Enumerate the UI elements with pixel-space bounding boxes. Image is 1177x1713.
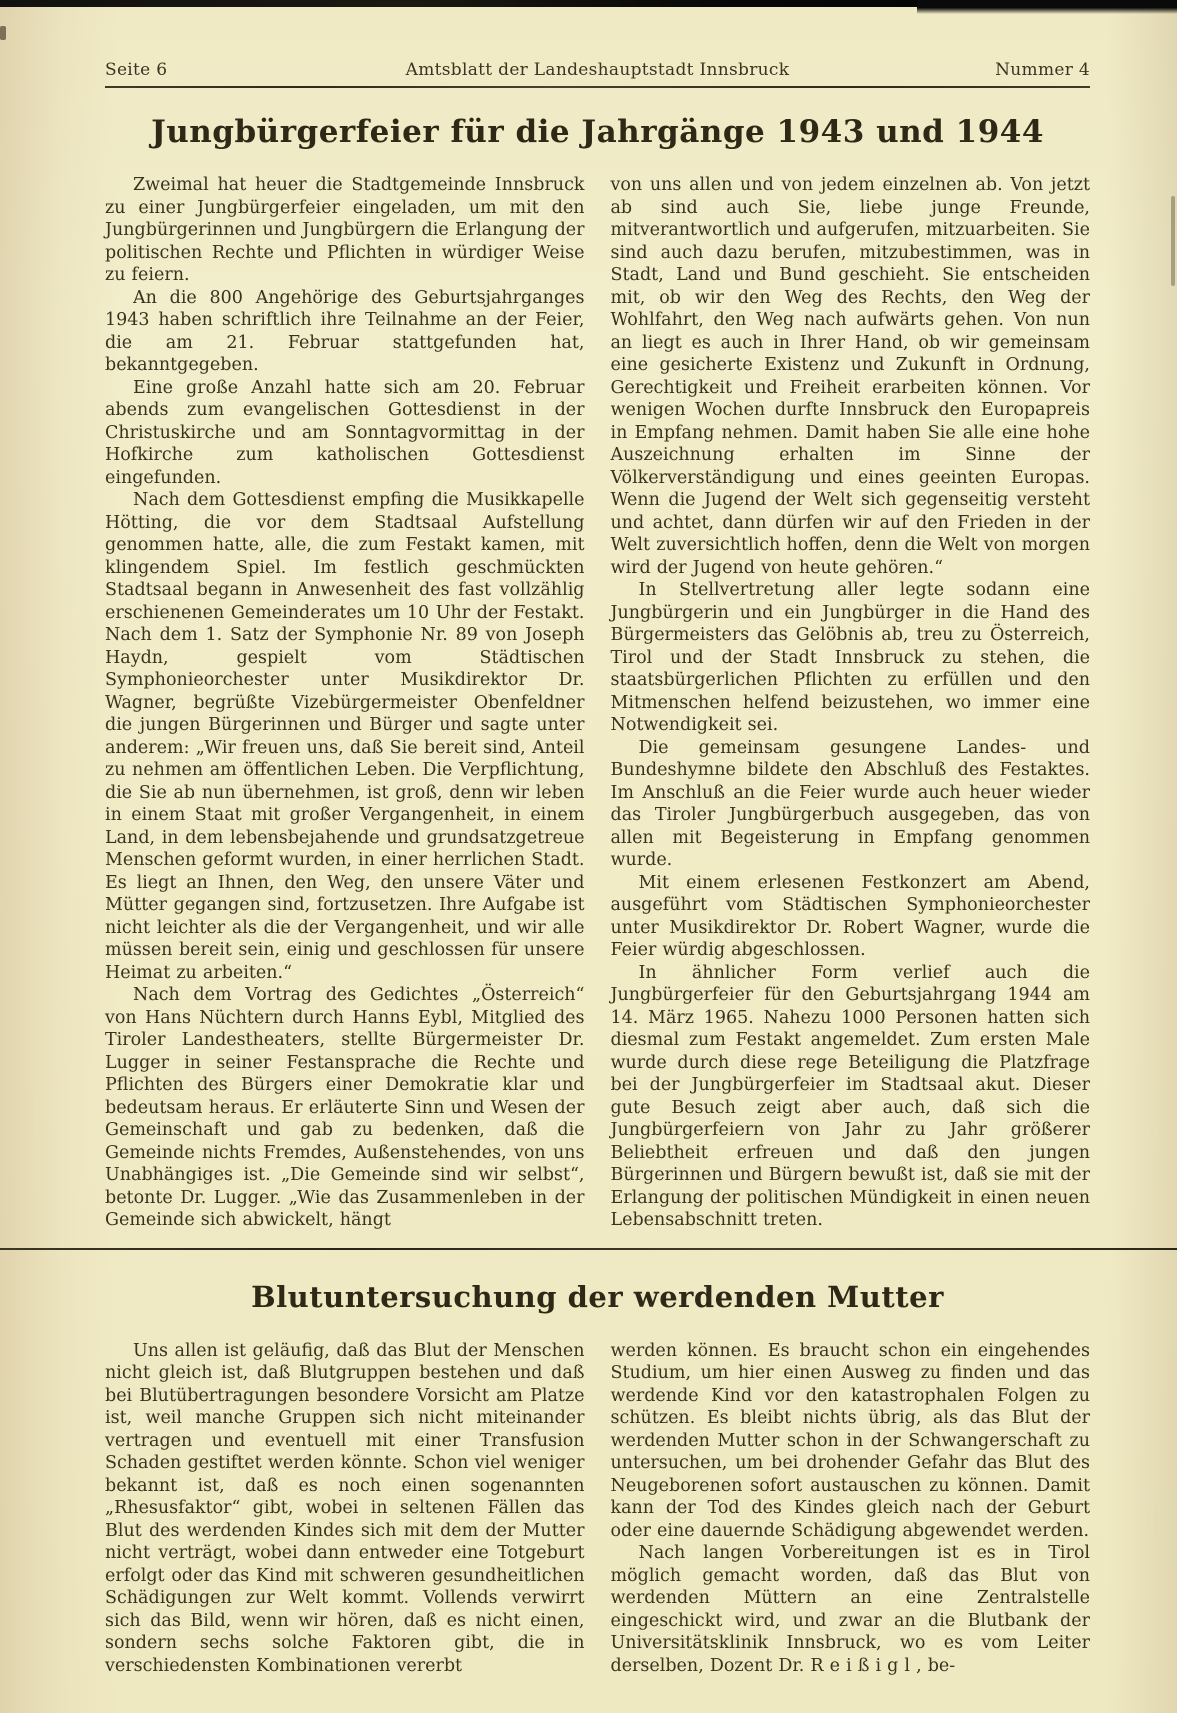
paragraph: Uns allen ist geläufig, daß das Blut der Menschen nicht gleich ist, daß Blutgruppen bestehen und daß bei Blutübertragungen besondere Vorsicht am Platze ist, weil manche Gruppen sich nicht miteinander vertragen und eventuell mit einer Transfusion Schaden gestiftet werden könnte. Schon viel weniger bekannt ist, daß es noch einen sogenannten „Rhesusfaktor“ gibt, wobei in seltenen Fällen das Blut des werdenden Kindes sich mit dem der Mutter nicht verträgt, wobei dann entweder eine Totgeburt erfolgt oder das Kind mit schweren gesundheitlichen Schädigungen zur Welt kommt. Vollends verwirrt sich das Bild, wenn wir hören, daß es nicht einen, sondern sechs solche Faktoren gibt, die in verschiedensten Kombinationen vererbt xyxy=(105,1340,585,1676)
article-blutuntersuchung xyxy=(105,1280,1090,1678)
paragraph: Eine große Anzahl hatte sich am 20. Februar abends zum evangelischen Gottesdienst in der Christuskirche und am Sonntagvormittag in der Hofkirche zum katholischen Gottesdienst eingefunden. xyxy=(105,377,585,488)
column-left xyxy=(105,174,585,1232)
scan-edge-top-right xyxy=(917,0,1177,14)
article-title: Jungbürgerfeier für die Jahrgänge 1943 und 1944 xyxy=(151,114,1044,150)
paragraph: von uns allen und von jedem einzelnen ab. Von jetzt ab sind auch Sie, liebe junge Freunde, mitverantwortlich und aufgerufen, mitzuarbeiten. Sie sind auch dazu berufen, mitzubestimmen, was in Stadt, Land und Bund geschieht. Sie entscheiden mit, ob wir den Weg des Rechts, den Weg der Wohlfahrt, den Weg nach aufwärts gehen. Von nun an liegt es auch in Ihrer Hand, ob wir gemeinsam eine gesicherte Existenz und Zukunft in Ordnung, Gerechtigkeit und Freiheit erarbeiten können. Vor wenigen Wochen durfte Innsbruck den Europapreis in Empfang nehmen. Damit haben Sie alle eine hohe Auszeichnung erhalten im Sinne der Völkerverständigung und eines geeinten Europas. Wenn die Jugend der Welt sich gegenseitig versteht und achtet, dann dürfen wir auf den Frieden in der Welt zuversichtlich hoffen, denn die Welt von morgen wird der Jugend von heute gehören.“ xyxy=(610,175,1090,578)
paragraph: Mit einem erlesenen Festkonzert am Abend, ausgeführt vom Städtischen Symphonieorchester unter Musikdirektor Dr. Robert Wagner, wurde die Feier würdig abgeschlossen. xyxy=(610,872,1090,960)
article-title: Blutuntersuchung der werdenden Mutter xyxy=(251,1279,944,1314)
paragraph: werden können. Es braucht schon ein eingehendes Studium, um hier einen Ausweg zu finden und das werdende Kind vor den katastrophalen Folgen zu schützen. Es bleibt nichts übrig, als das Blut der werdenden Mutter schon in der Schwangerschaft zu untersuchen, um bei drohender Gefahr das Blut des Neugeborenen sofort austauschen zu können. Damit kann der Tod des Kindes gleich nach der Geburt oder eine dauernde Schädigung abgewendet werden. xyxy=(610,1340,1090,1541)
masthead-title: Amtsblatt der Landeshauptstadt Innsbruck xyxy=(405,60,790,80)
header-rule xyxy=(105,86,1090,88)
article-divider-rule xyxy=(0,1248,1177,1250)
paragraph: An die 800 Angehörige des Geburtsjahrganges 1943 haben schriftlich ihre Teilnahme an der Feier, die am 21. Februar stattgefunden hat, bekanntgegeben. xyxy=(105,287,585,375)
article-columns xyxy=(105,1340,1090,1678)
paragraph: Nach dem Gottesdienst empfing die Musikkapelle Hötting, die vor dem Stadtsaal Aufstellung genommen hatte, alle, die zum Festakt kamen, mit klingendem Spiel. Im festlich geschmückten Stadtsaal begann in Anwesenheit des fast vollzählig erschienenen Gemeinderates um 10 Uhr der Festakt. Nach dem 1. Satz der Symphonie Nr. 89 von Joseph Haydn, gespielt vom Städtischen Symphonieorchester unter Musikdirektor Dr. Wagner, begrüßte Vizebürgermeister Obenfeldner die jungen Bürgerinnen und Bürger und sagte unter anderem: „Wir freuen uns, daß Sie bereit sind, Anteil zu nehmen am öffentlichen Leben. Die Verpflichtung, die Sie ab nun übernehmen, ist groß, denn wir leben in einem Staat mit großer Vergangenheit, in einem Land, in dem lebensbejahende und grundsatzgetreue Menschen geformt wurden, in einer herrlichen Stadt. Es liegt an Ihnen, den Weg, den unsere Väter und Mütter gegangen sind, fortzusetzen. Ihre Aufgabe ist nicht leichter als die der Vergangenheit, und wir alle müssen bereit sein, einig und geschlossen für unsere Heimat zu arbeiten.“ xyxy=(105,490,585,983)
column-right xyxy=(611,174,1091,1232)
issue-number: Nummer 4 xyxy=(995,60,1090,80)
paragraph: In Stellvertretung aller legte sodann eine Jungbürgerin und ein Jungbürger in die Hand des Bürgermeisters das Gelöbnis ab, treu zu Österreich, Tirol und der Stadt Innsbruck zu stehen, die staatsbürgerlichen Pflichten zu erfüllen und den Mitmenschen helfend beizustehen, wo immer eine Notwendigkeit sei. xyxy=(610,580,1090,735)
paragraph: Nach dem Vortrag des Gedichtes „Österreich“ von Hans Nüchtern durch Hanns Eybl, Mitglied des Tiroler Landestheaters, stellte Bürgermeister Dr. Lugger in seiner Festansprache die Rechte und Pflichten des Bürgers einer Demokratie klar und bedeutsam heraus. Er erläuterte Sinn und Wesen der Gemeinschaft und gab zu bedenken, daß die Gemeinde nichts Fremdes, Außenstehendes, von uns Unabhängiges ist. „Die Gemeinde sind wir selbst“, betonte Dr. Lugger. „Wie das Zusammenleben in der Gemeinde sich abwickelt, hängt xyxy=(105,985,585,1230)
page-number: Seite 6 xyxy=(105,60,168,80)
paragraph: Nach langen Vorbereitungen ist es in Tirol möglich gemacht worden, daß das Blut von werdenden Müttern an eine Zentralstelle eingeschickt wird, und zwar an die Blutbank der Universitätsklinik Innsbruck, wo es vom Leiter derselben, Dozent Dr. R e i ß i g l , be- xyxy=(610,1543,1090,1676)
article-jungbuergerfeier xyxy=(105,114,1090,1232)
paragraph: Die gemeinsam gesungene Landes- und Bundeshymne bildete den Abschluß des Festaktes. Im Anschluß an die Feier wurde auch heuer wieder das Tiroler Jungbürgerbuch ausgegeben, das von allen mit Begeisterung in Empfang genommen wurde. xyxy=(610,737,1090,870)
article-columns xyxy=(105,174,1090,1232)
paragraph: Zweimal hat heuer die Stadtgemeinde Innsbruck zu einer Jungbürgerfeier eingeladen, um mit den Jungbürgerinnen und Jungbürgern die Erlangung der politischen Rechte und Pflichten in würdiger Weise zu feiern. xyxy=(105,175,585,285)
scan-speck xyxy=(0,26,6,40)
paragraph: In ähnlicher Form verlief auch die Jungbürgerfeier für den Geburtsjahrgang 1944 am 14. März 1965. Nahezu 1000 Personen hatten sich diesmal zum Festakt angemeldet. Zum ersten Male wurde durch diese rege Beteiligung die Platzfrage bei der Jungbürgerfeier im Stadtsaal akut. Dieser gute Besuch zeigt aber auch, daß sich die Jungbürgerfeiern von Jahr zu Jahr größerer Beliebtheit erfreuen und daß den jungen Bürgerinnen und Bürgern bewußt ist, daß sie mit der Erlangung der politischen Mündigkeit in einen neuen Lebensabschnitt treten. xyxy=(610,962,1090,1230)
column-right xyxy=(611,1340,1091,1678)
scan-speck xyxy=(1171,196,1175,286)
column-left xyxy=(105,1340,585,1678)
